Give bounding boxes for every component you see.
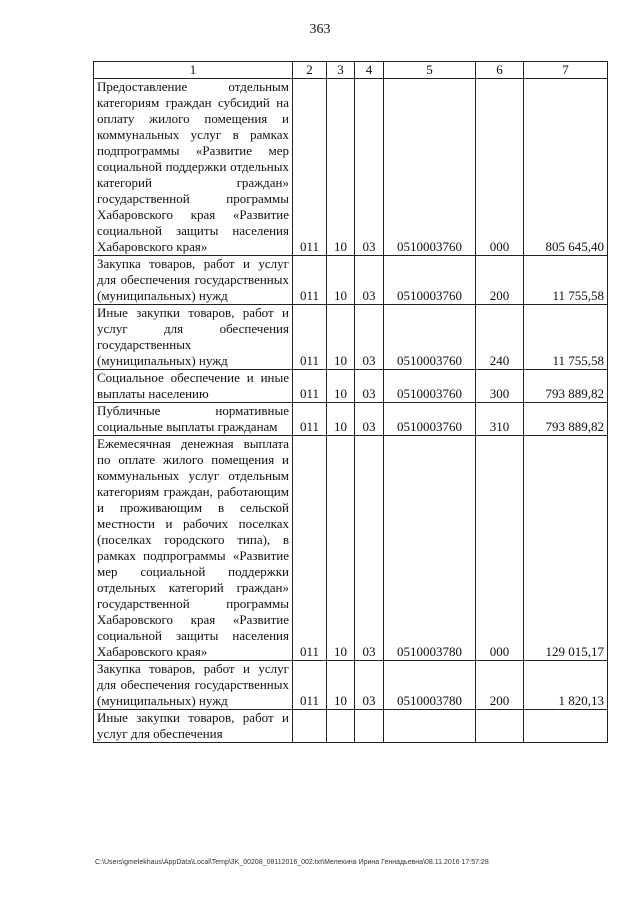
table-row xyxy=(94,436,608,661)
row-description: Предоставление отдельным категориям граждан субсидий на оплату жилого помещения и коммунальных услуг в рамках подпрограммы «Развитие мер социальной поддержки отдельных категорий граждан» государственной программы Хабаровского края «Развитие социальной защиты населения Хабаровского края» xyxy=(94,79,293,256)
row-expense-type: 200 xyxy=(476,661,524,710)
row-section: 10 xyxy=(327,403,355,436)
row-section: 10 xyxy=(327,79,355,256)
header-col-4: 4 xyxy=(355,62,384,79)
row-subsection: 03 xyxy=(355,403,384,436)
row-subsection: 03 xyxy=(355,436,384,661)
row-ministry: 011 xyxy=(293,370,327,403)
row-ministry: 011 xyxy=(293,436,327,661)
page-number: 363 xyxy=(309,22,331,37)
table-row xyxy=(94,256,608,305)
header-col-3: 3 xyxy=(327,62,355,79)
row-description: Публичные нормативные социальные выплаты гражданам xyxy=(94,403,293,436)
row-ministry: 011 xyxy=(293,256,327,305)
row-ministry xyxy=(293,710,327,743)
row-target-article: 0510003760 xyxy=(384,305,476,370)
row-subsection: 03 xyxy=(355,370,384,403)
table-row xyxy=(94,370,608,403)
row-subsection: 03 xyxy=(355,661,384,710)
row-target-article: 0510003780 xyxy=(384,436,476,661)
row-amount: 805 645,40 xyxy=(524,79,608,256)
header-row xyxy=(94,62,608,79)
row-expense-type: 240 xyxy=(476,305,524,370)
row-amount: 11 755,58 xyxy=(524,305,608,370)
budget-table xyxy=(93,61,608,743)
row-expense-type: 200 xyxy=(476,256,524,305)
row-description: Иные закупки товаров, работ и услуг для обеспечения xyxy=(94,710,293,743)
table-row xyxy=(94,403,608,436)
row-section: 10 xyxy=(327,305,355,370)
row-target-article: 0510003760 xyxy=(384,403,476,436)
header-col-1: 1 xyxy=(94,62,293,79)
row-amount: 11 755,58 xyxy=(524,256,608,305)
row-target-article: 0510003760 xyxy=(384,256,476,305)
row-description: Ежемесячная денежная выплата по оплате жилого помещения и коммунальных услуг отдельным категориям граждан, работающим и проживающим в сельской местности и рабочих поселках (поселках городского типа), в рамках подпрограммы «Развитие мер социальной поддержки отдельных категорий граждан» государственной программы Хабаровского края «Развитие социальной защиты населения Хабаровского края» xyxy=(94,436,293,661)
row-amount xyxy=(524,710,608,743)
row-expense-type: 310 xyxy=(476,403,524,436)
table-row xyxy=(94,305,608,370)
row-expense-type: 300 xyxy=(476,370,524,403)
row-description: Закупка товаров, работ и услуг для обеспечения государственных (муниципальных) нужд xyxy=(94,256,293,305)
row-description: Социальное обеспечение и иные выплаты населению xyxy=(94,370,293,403)
row-expense-type xyxy=(476,710,524,743)
header-col-5: 5 xyxy=(384,62,476,79)
row-target-article: 0510003760 xyxy=(384,370,476,403)
row-description: Иные закупки товаров, работ и услуг для обеспечения государственных (муниципальных) нужд xyxy=(94,305,293,370)
row-ministry: 011 xyxy=(293,661,327,710)
row-target-article xyxy=(384,710,476,743)
row-amount: 1 820,13 xyxy=(524,661,608,710)
row-target-article: 0510003780 xyxy=(384,661,476,710)
row-description: Закупка товаров, работ и услуг для обеспечения государственных (муниципальных) нужд xyxy=(94,661,293,710)
row-section xyxy=(327,710,355,743)
row-amount: 793 889,82 xyxy=(524,370,608,403)
row-ministry: 011 xyxy=(293,305,327,370)
row-expense-type: 000 xyxy=(476,79,524,256)
row-ministry: 011 xyxy=(293,79,327,256)
row-subsection: 03 xyxy=(355,305,384,370)
row-expense-type: 000 xyxy=(476,436,524,661)
row-target-article: 0510003760 xyxy=(384,79,476,256)
header-col-6: 6 xyxy=(476,62,524,79)
row-amount: 793 889,82 xyxy=(524,403,608,436)
row-amount: 129 015,17 xyxy=(524,436,608,661)
row-subsection: 03 xyxy=(355,79,384,256)
row-subsection: 03 xyxy=(355,256,384,305)
table-row-partial xyxy=(94,710,608,743)
row-section: 10 xyxy=(327,256,355,305)
row-section: 10 xyxy=(327,370,355,403)
table-row xyxy=(94,661,608,710)
file-path-footer: C:\Users\gmelekhaus\AppData\Local\Temp\3K_00208_08112016_002.txt\Мелехина Ирина Геннадьевна\08.11.2016 17:57:28 xyxy=(95,859,489,866)
row-ministry: 011 xyxy=(293,403,327,436)
row-subsection xyxy=(355,710,384,743)
header-col-2: 2 xyxy=(293,62,327,79)
table-row xyxy=(94,79,608,256)
header-col-7: 7 xyxy=(524,62,608,79)
row-section: 10 xyxy=(327,436,355,661)
row-section: 10 xyxy=(327,661,355,710)
